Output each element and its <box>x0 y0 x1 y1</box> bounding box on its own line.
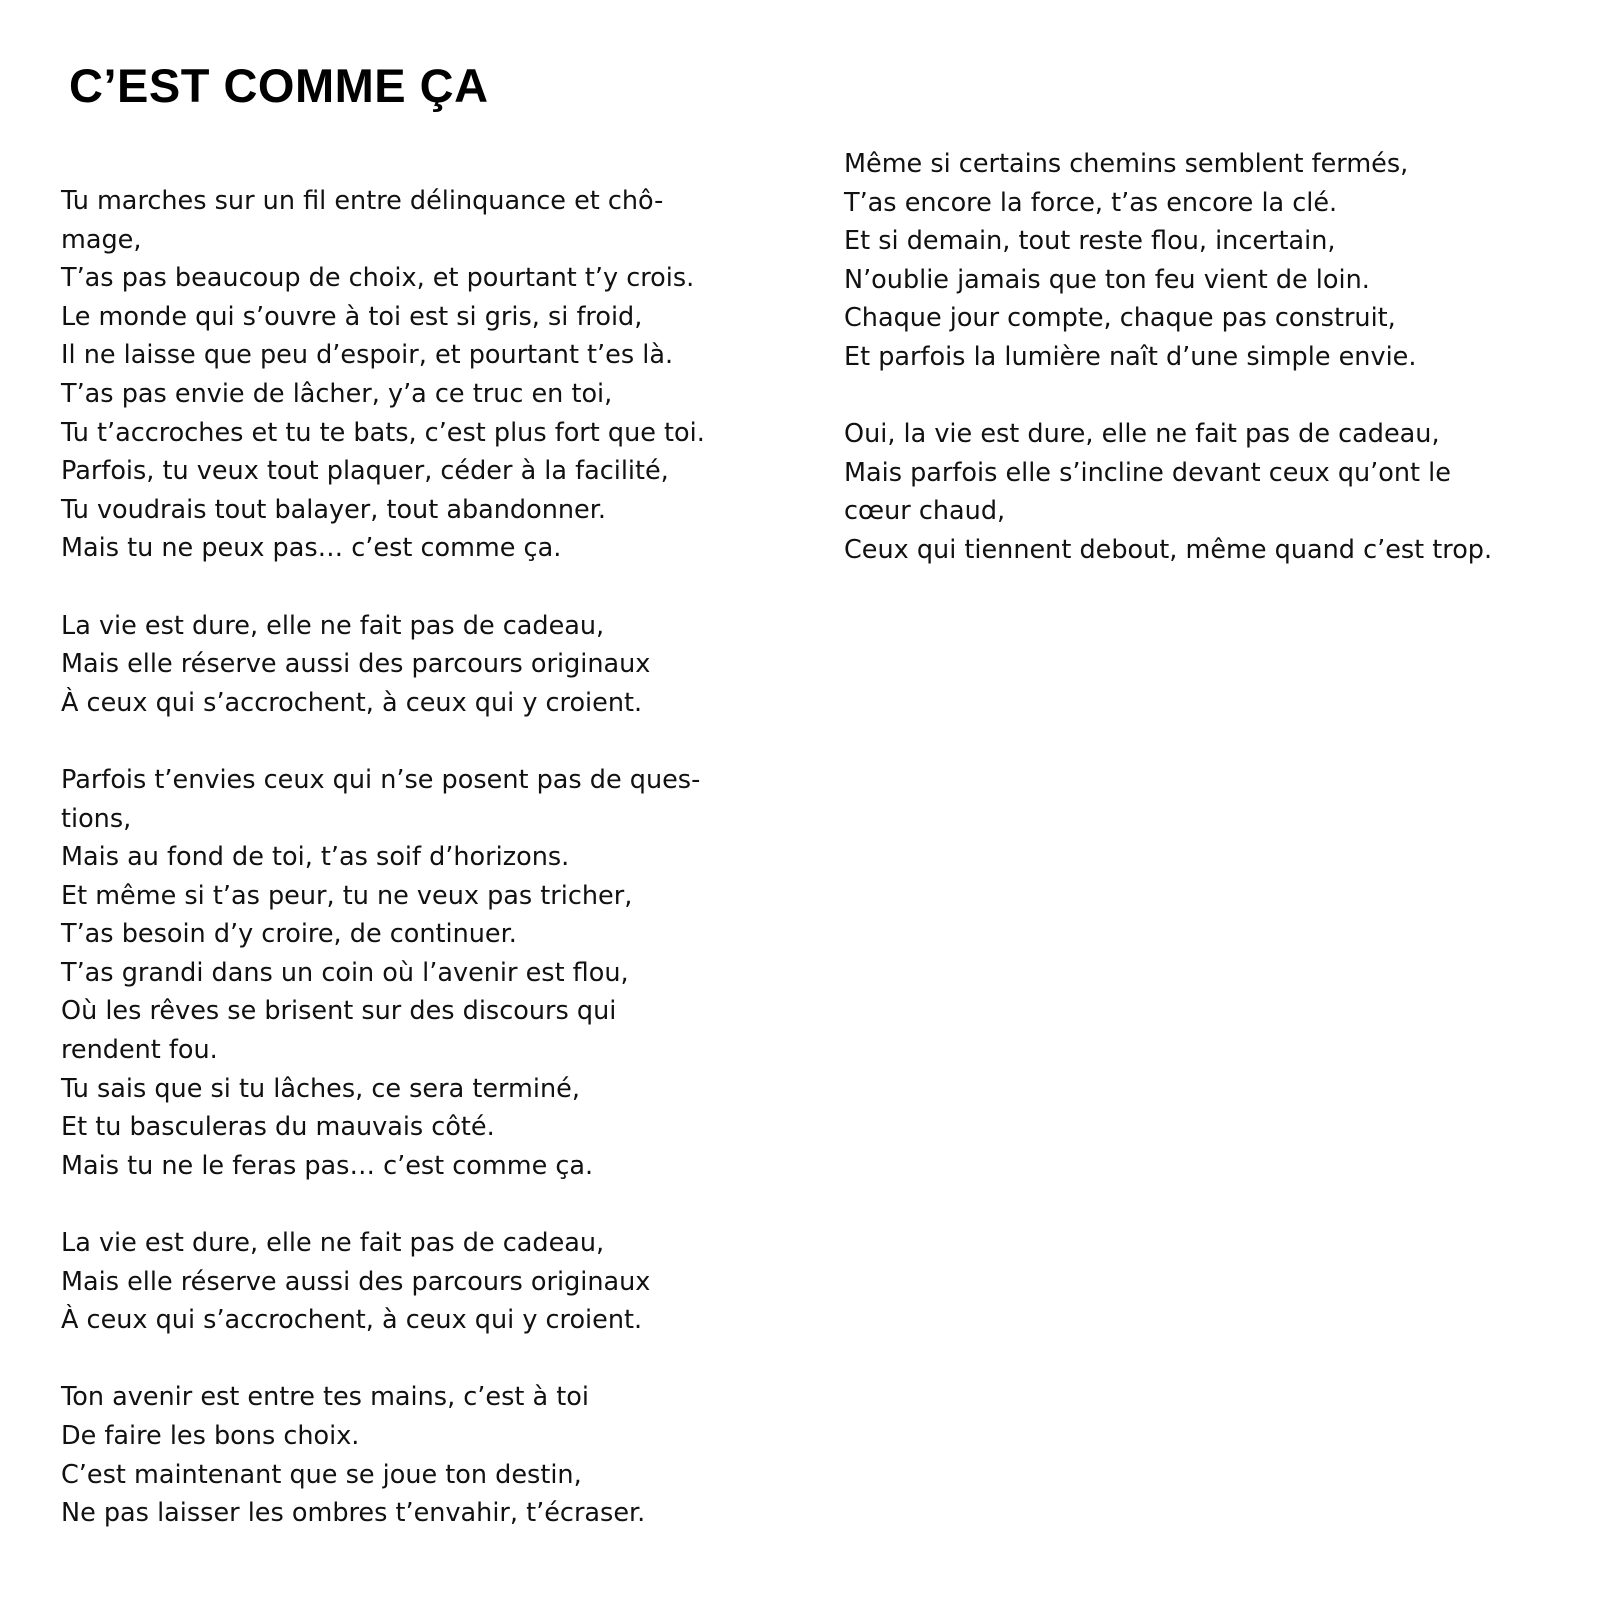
poem-line: Où les rêves se brisent sur des discours qui <box>61 996 617 1027</box>
poem-line: T’as pas beaucoup de choix, et pourtant t’y crois. <box>61 263 695 294</box>
poem-line: Parfois, tu veux tout plaquer, céder à la facilité, <box>61 456 669 487</box>
poem-line: Oui, la vie est dure, elle ne fait pas de cadeau, <box>844 419 1440 450</box>
poem-line: Mais tu ne peux pas… c’est comme ça. <box>61 533 562 564</box>
chorus-stanza <box>844 415 1584 569</box>
poem-line: Tu sais que si tu lâches, ce sera terminé, <box>61 1073 580 1104</box>
poem-line: C’est maintenant que se joue ton destin, <box>61 1459 582 1490</box>
poem-line: T’as pas envie de lâcher, y’a ce truc en toi, <box>61 378 613 409</box>
poem-line: Le monde qui s’ouvre à toi est si gris, si froid, <box>61 301 643 332</box>
chorus-stanza <box>61 1224 801 1340</box>
right-column <box>844 145 1584 608</box>
poem-line: T’as grandi dans un coin où l’avenir est flou, <box>61 957 629 988</box>
poem-line: Il ne laisse que peu d’espoir, et pourtant t’es là. <box>61 340 674 371</box>
poem-line: De faire les bons choix. <box>61 1421 360 1451</box>
poem-line: Ceux qui tiennent debout, même quand c’est trop. <box>844 534 1493 565</box>
poem-line: Ton avenir est entre tes mains, c’est à toi <box>61 1382 589 1413</box>
poem-line: cœur chaud, <box>844 496 1006 527</box>
poem-line: Mais tu ne le feras pas… c’est comme ça. <box>61 1150 594 1181</box>
poem-line: rendent fou. <box>61 1035 218 1066</box>
poem-line: Parfois t’envies ceux qui n’se posent pas de ques- <box>61 764 701 795</box>
poem-line: Mais elle réserve aussi des parcours originaux <box>61 1266 651 1297</box>
poem-line: T’as besoin d’y croire, de continuer. <box>61 919 517 950</box>
page-title: C’EST COMME ÇA <box>69 59 489 112</box>
poem-line: Même si certains chemins semblent fermés, <box>844 149 1409 179</box>
stanza <box>844 145 1584 377</box>
left-column <box>61 182 801 1571</box>
poem-line: T’as encore la force, t’as encore la clé. <box>844 187 1338 218</box>
poem-line: Mais parfois elle s’incline devant ceux qu’ont le <box>844 457 1451 488</box>
poem-line: Tu marches sur un fil entre délinquance et chô- <box>61 186 664 216</box>
poem-line: mage, <box>61 224 142 255</box>
poem-line: Mais elle réserve aussi des parcours originaux <box>61 649 651 680</box>
poem-line: Et tu basculeras du mauvais côté. <box>61 1112 495 1143</box>
poem-line: Tu voudrais tout balayer, tout abandonner. <box>61 494 606 525</box>
poem-line: À ceux qui s’accrochent, à ceux qui y croient. <box>61 687 643 718</box>
poem-line: N’oublie jamais que ton feu vient de loin. <box>844 264 1370 295</box>
poem-line: La vie est dure, elle ne fait pas de cadeau, <box>61 1228 605 1259</box>
poem-line: Et si demain, tout reste flou, incertain, <box>844 226 1336 257</box>
stanza <box>61 182 801 568</box>
poem-line: À ceux qui s’accrochent, à ceux qui y croient. <box>61 1305 643 1336</box>
chorus-stanza <box>61 607 801 723</box>
poem-line: Mais au fond de toi, t’as soif d’horizons. <box>61 842 570 873</box>
poem-line: tions, <box>61 803 132 834</box>
poem-line: La vie est dure, elle ne fait pas de cadeau, <box>61 610 605 641</box>
poem-line: Ne pas laisser les ombres t’envahir, t’écraser. <box>61 1498 646 1529</box>
poem-line: Chaque jour compte, chaque pas construit, <box>844 303 1396 334</box>
stanza <box>61 761 801 1186</box>
poem-line: Et parfois la lumière naît d’une simple envie. <box>844 341 1417 372</box>
poem-line: Tu t’accroches et tu te bats, c’est plus fort que toi. <box>61 417 705 448</box>
stanza <box>61 1378 801 1532</box>
poem-line: Et même si t’as peur, tu ne veux pas tricher, <box>61 880 633 911</box>
